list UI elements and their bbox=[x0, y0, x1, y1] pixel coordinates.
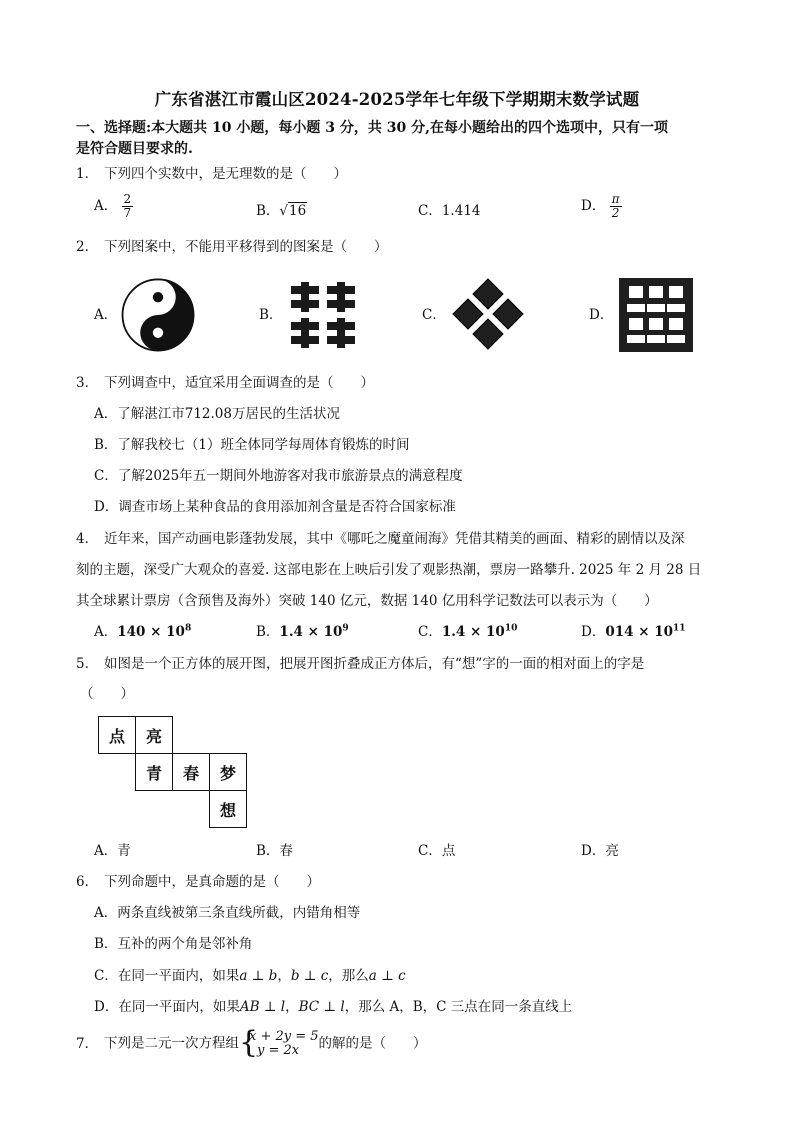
q5-option-c: C．点 bbox=[418, 843, 456, 859]
q6-option-a: A．两条直线被第三条直线所截，内错角相等 bbox=[94, 905, 361, 921]
q3-option-c: C．了解2025年五一期间外地游客对我市旅游景点的满意程度 bbox=[94, 468, 463, 484]
q6-option-c: C．在同一平面内，如果a ⊥ b，b ⊥ c，那么a ⊥ c bbox=[94, 968, 406, 984]
q5-option-b: B．春 bbox=[256, 843, 293, 859]
q3-option-a: A．了解湛江市712.08万居民的生活状况 bbox=[94, 406, 340, 422]
q4-stem-line3: 其全球累计票房（含预售及海外）突破 140 亿元，数据 140 亿用科学记数法可以表示为（ ） bbox=[76, 593, 658, 609]
q4-option-b: B．$1.4 \times 10^9$ bbox=[256, 623, 349, 640]
cube-cell: 点 bbox=[98, 716, 136, 754]
cube-cell: 春 bbox=[172, 753, 210, 791]
cube-cell: 想 bbox=[209, 790, 247, 828]
q1-option-c: C．1.414 bbox=[418, 203, 481, 219]
q5-option-d: D．亮 bbox=[581, 843, 619, 859]
box-pattern-figure bbox=[619, 278, 693, 352]
cube-cell: 亮 bbox=[135, 716, 173, 754]
equation-system: { x + 2y = 5 y = 2x bbox=[239, 1025, 319, 1060]
q4-stem-line2: 刻的主题，深受广大观众的喜爱. 这部电影在上映后引发了观影热潮，票房一路攀升. 2025 年 2 月 28 日 bbox=[76, 562, 702, 578]
q6-option-b: B．互补的两个角是邻补角 bbox=[94, 936, 253, 952]
q2-option-b-label: B． bbox=[259, 307, 283, 323]
section-heading-line2: 是符合题目要求的. bbox=[76, 141, 193, 157]
q6-option-d: D．在同一平面内，如果AB ⊥ l，BC ⊥ l，那么 A，B，C 三点在同一条直线上 bbox=[94, 999, 573, 1015]
q1-option-d: D． $\frac{\pi}{2}$ bbox=[581, 192, 620, 220]
fraction: $\frac{\pi}{2}$ bbox=[611, 192, 620, 220]
cross-tiles-figure bbox=[287, 280, 359, 350]
q2-option-c-label: C． bbox=[422, 307, 446, 323]
question-number: 1． bbox=[76, 166, 99, 182]
cube-cell: 梦 bbox=[209, 753, 247, 791]
question-1 bbox=[76, 164, 756, 184]
q4-option-d: D．$014 \times 10^{11}$ bbox=[581, 623, 686, 640]
diamond-squares-figure bbox=[450, 276, 526, 352]
q3-option-d: D．调查市场上某种食品的食用添加剂含量是否符合国家标准 bbox=[94, 499, 456, 515]
q2-option-d-label: D． bbox=[589, 307, 614, 323]
cube-cell: 青 bbox=[135, 753, 173, 791]
yin-yang-figure bbox=[121, 278, 195, 352]
question-7: 7． 下列是二元一次方程组 { x + 2y = 5 y = 2x 的解的是（ ） bbox=[76, 1025, 427, 1060]
q5-answer-paren: （ ） bbox=[80, 686, 134, 702]
page-title: 广东省湛江市霞山区2024-2025学年七年级下学期期末数学试题 bbox=[154, 90, 640, 109]
square-root: √16 bbox=[279, 203, 307, 219]
q4-option-a: A．$140 \times 10^8$ bbox=[94, 623, 192, 640]
q5-option-a: A．青 bbox=[94, 843, 131, 859]
question-5: 5． 如图是一个正方体的展开图，把展开图折叠成正方体后，有“想”字的一面的相对面上的字是 bbox=[76, 656, 645, 672]
question-2: 2． 下列图案中，不能用平移得到的图案是（ ） bbox=[76, 239, 388, 255]
question-stem: 下列四个实数中，是无理数的是（ ） bbox=[104, 166, 347, 182]
question-4: 4． 近年来，国产动画电影蓬勃发展，其中《哪吒之魔童闹海》凭借其精美的画面、精彩的剧情以及深 bbox=[76, 531, 685, 547]
question-3: 3． 下列调查中，适宜采用全面调查的是（ ） bbox=[76, 375, 374, 391]
fraction: $\frac{2}{7}$ bbox=[123, 192, 132, 220]
question-6: 6． 下列命题中，是真命题的是（ ） bbox=[76, 874, 320, 890]
q4-option-c: C．$1.4 \times 10^{10}$ bbox=[418, 623, 518, 640]
q1-option-b: B．√16 bbox=[256, 203, 307, 219]
section-heading-line1: 一、选择题:本大题共 10 小题，每小题 3 分，共 30 分,在每小题给出的四个选项中，只有一项 bbox=[76, 120, 668, 136]
q3-option-b: B．了解我校七（1）班全体同学每周体育锻炼的时间 bbox=[94, 437, 410, 453]
q1-option-a: A． $\frac{2}{7}$ bbox=[94, 192, 132, 220]
q2-option-a-label: A． bbox=[94, 307, 118, 323]
